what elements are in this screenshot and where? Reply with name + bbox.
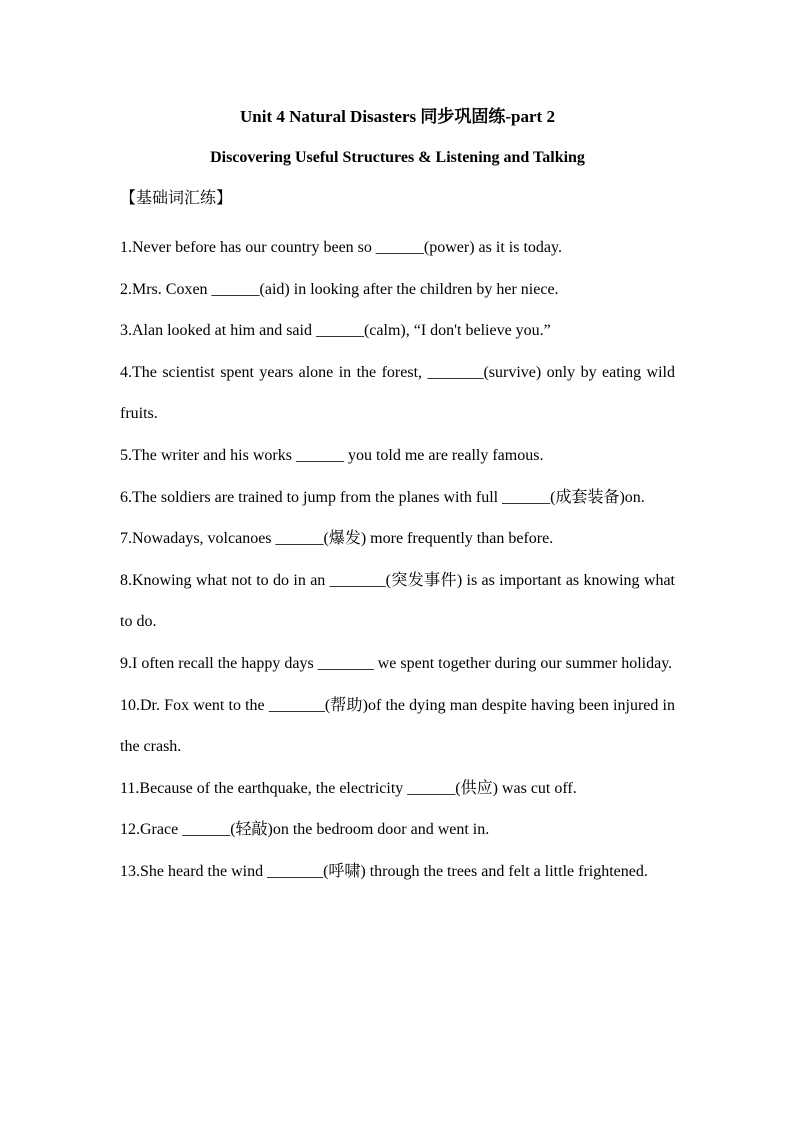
question-item: 1.Never before has our country been so ______(power) as it is today. — [120, 239, 562, 256]
question-item: 7.Nowadays, volcanoes ______(爆发) more frequently than before. — [120, 530, 554, 548]
question-item: 11.Because of the earthquake, the electricity ______(供应) was cut off. — [120, 779, 577, 797]
question-item: 8.Knowing what not to do in an _______(突发事件) is as important as knowing what to do. — [120, 571, 675, 631]
question-list — [120, 227, 675, 893]
question-item: 2.Mrs. Coxen ______(aid) in looking after the children by her niece. — [120, 280, 559, 298]
question-item: 10.Dr. Fox went to the _______(帮助)of the dying man despite having been injured in the crash. — [120, 696, 675, 756]
document-title: Unit 4 Natural Disasters 同步巩固练-part 2 — [240, 107, 555, 126]
question-item: 13.She heard the wind _______(呼啸) through the trees and felt a little frightened. — [120, 862, 648, 880]
question-item: 3.Alan looked at him and said ______(calm), “I don't believe you.” — [120, 322, 551, 340]
question-item: 5.The writer and his works ______ you told me are really famous. — [120, 446, 544, 464]
section-heading: 【基础词汇练】 — [120, 190, 233, 207]
question-item: 6.The soldiers are trained to jump from the planes with full ______(成套装备)on. — [120, 488, 645, 506]
question-item: 12.Grace ______(轻敲)on the bedroom door and went in. — [120, 821, 490, 839]
question-item: 4.The scientist spent years alone in the forest, _______(survive) only by eating wild fruits. — [120, 363, 675, 423]
question-item: 9.I often recall the happy days _______ we spent together during our summer holiday. — [120, 654, 673, 672]
document-page — [120, 103, 675, 893]
document-subtitle: Discovering Useful Structures & Listening and Talking — [210, 149, 585, 166]
